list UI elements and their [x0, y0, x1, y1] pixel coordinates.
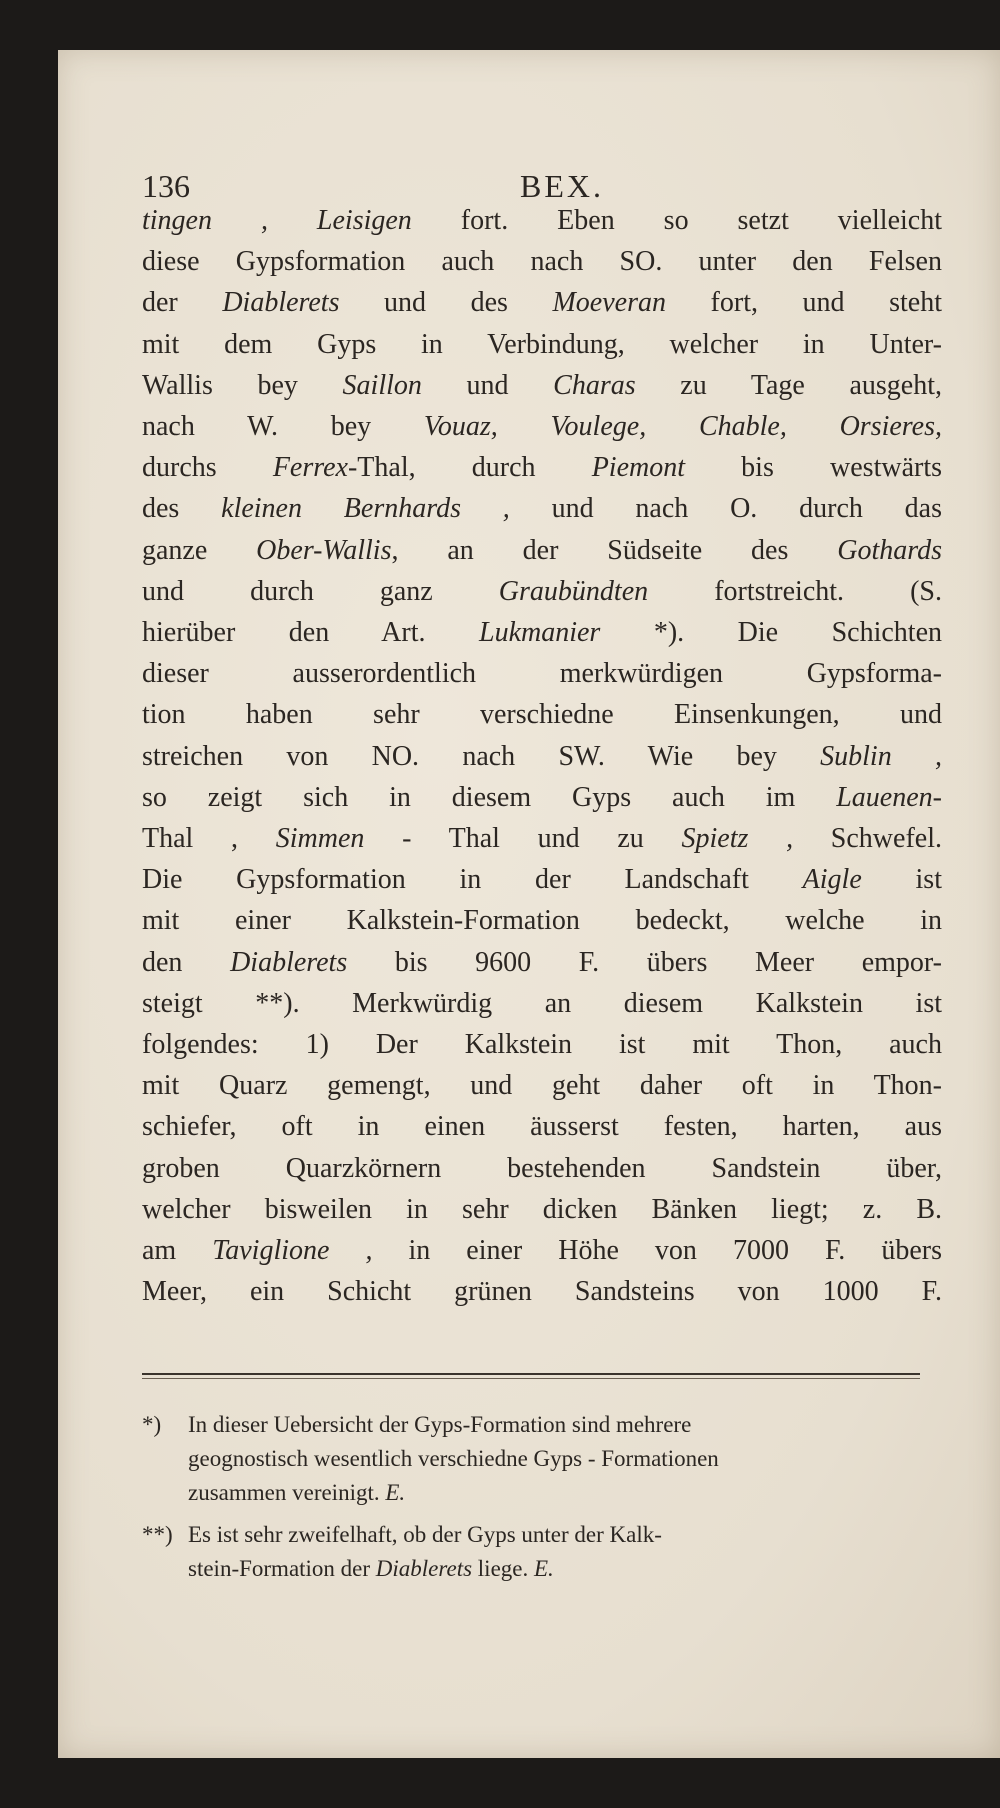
text-segment: ganze: [142, 534, 257, 566]
italic-text: Spietz ,: [681, 823, 794, 855]
text-segment: Die Gypsformation in der Landschaft: [142, 864, 803, 896]
text-segment: steigt **). Merkwürdig an diesem Kalkstein ist: [142, 987, 942, 1019]
text-line: [142, 1065, 942, 1106]
text-line: [142, 282, 942, 323]
text-segment: nach W. bey: [142, 411, 424, 443]
italic-text: Graubündten: [498, 575, 649, 607]
text-segment: liege.: [472, 1556, 534, 1581]
text-segment: und durch ganz: [142, 575, 499, 607]
text-line: [142, 447, 942, 488]
text-segment: zu Tage ausgeht,: [635, 369, 942, 401]
text-line: [142, 530, 942, 571]
text-segment: dieser ausserordentlich merkwürdigen Gypsforma-: [142, 658, 942, 690]
text-segment: *). Die Schichten: [600, 617, 942, 649]
text-segment: - Thal und zu: [364, 823, 682, 855]
text-line: [142, 818, 942, 859]
footnote-line: [142, 1408, 932, 1442]
italic-text: E.: [534, 1556, 554, 1581]
italic-text: Moeveran: [552, 287, 666, 319]
text-segment: der: [142, 287, 223, 319]
text-line: [142, 1106, 942, 1147]
text-line: [142, 694, 942, 735]
text-line: [142, 777, 942, 818]
footnote: [142, 1518, 932, 1586]
text-line: [142, 324, 942, 365]
italic-text: Aigle: [802, 864, 862, 896]
text-line: [142, 900, 942, 941]
text-segment: stein-Formation der: [188, 1556, 376, 1581]
text-segment: und nach O. durch das: [509, 493, 943, 525]
italic-text: Piemont: [591, 452, 686, 484]
text-segment: Meer, ein Schicht grünen Sandsteins von 1000 F.: [142, 1276, 942, 1308]
italic-text: Charas: [553, 369, 636, 401]
italic-text: Lukmanier: [479, 617, 601, 649]
text-line: [142, 365, 942, 406]
text-line: [142, 1148, 942, 1189]
italic-text: Diablerets: [375, 1556, 473, 1581]
italic-text: Lauenen-: [836, 781, 942, 813]
italic-text: Ferrex: [272, 452, 348, 484]
text-segment: bis 9600 F. übers Meer empor-: [347, 946, 942, 978]
italic-text: Diablerets: [230, 946, 348, 978]
text-segment: hierüber den Art.: [142, 617, 479, 649]
text-segment: , an der Südseite des: [391, 534, 838, 566]
text-line: [142, 1024, 942, 1065]
text-segment: groben Quarzkörnern bestehenden Sandstein über,: [142, 1152, 942, 1184]
footnote-rule: [142, 1373, 920, 1375]
text-segment: zusammen vereinigt.: [188, 1480, 386, 1505]
text-segment: diese Gypsformation auch nach SO. unter den Felsen: [142, 246, 942, 278]
text-segment: fort. Eben so setzt vielleicht: [411, 205, 942, 236]
text-segment: geognostisch wesentlich verschiedne Gyps - Formationen: [188, 1446, 719, 1471]
text-segment: mit dem Gyps in Verbindung, welcher in Unter-: [142, 328, 942, 360]
text-segment: Thal ,: [142, 823, 276, 855]
text-segment: ist: [861, 864, 942, 896]
text-segment: durchs: [142, 452, 273, 484]
text-line: [142, 241, 942, 282]
italic-text: E.: [385, 1480, 406, 1505]
text-segment: Schwefel.: [793, 823, 942, 855]
text-segment: den: [142, 946, 231, 978]
text-line: [142, 736, 942, 777]
text-segment: In dieser Uebersicht der Gyps-Formation sind mehrere: [188, 1412, 692, 1437]
text-segment: am: [142, 1235, 213, 1267]
text-segment: -Thal, durch: [347, 452, 592, 484]
italic-text: Simmen: [275, 823, 365, 855]
text-segment: streichen von NO. nach SW. Wie bey: [142, 740, 821, 772]
footnotes: [142, 1408, 932, 1594]
text-segment: und: [421, 369, 554, 401]
running-title: BEX.: [520, 168, 604, 204]
text-line: [142, 406, 942, 447]
text-segment: des: [142, 493, 222, 525]
footnote-marker: *): [142, 1412, 162, 1437]
text-segment: fortstreicht. (S.: [648, 575, 942, 607]
body-text: [142, 200, 942, 1312]
italic-text: Gothards: [837, 534, 942, 566]
text-segment: Es ist sehr zweifelhaft, ob der Gyps unter der Kalk-: [188, 1522, 662, 1547]
text-line: [142, 859, 942, 900]
italic-text: Saillon: [342, 369, 422, 401]
text-segment: bis westwärts: [685, 452, 943, 484]
page-number: 136: [142, 168, 190, 204]
text-segment: tion haben sehr verschiedne Einsenkungen, und: [142, 699, 942, 731]
italic-text: Taviglione ,: [212, 1235, 373, 1267]
footnote-rule-thin: [142, 1378, 920, 1379]
text-segment: schiefer, oft in einen äusserst festen, harten, aus: [142, 1111, 942, 1143]
text-line: [142, 200, 942, 241]
text-line: [142, 1189, 942, 1230]
text-segment: und des: [339, 287, 553, 319]
text-line: [142, 653, 942, 694]
footnote-line: [142, 1552, 932, 1586]
footnote-line: [142, 1442, 932, 1476]
text-segment: Wallis bey: [142, 369, 343, 401]
text-line: [142, 942, 942, 983]
footnote: [142, 1408, 932, 1510]
text-line: [142, 612, 942, 653]
text-segment: in einer Höhe von 7000 F. übers: [372, 1235, 942, 1267]
italic-text: Vouaz, Voulege, Chable, Orsieres,: [423, 411, 942, 443]
text-segment: welcher bisweilen in sehr dicken Bänken liegt; z. B.: [142, 1193, 942, 1225]
text-segment: mit Quarz gemengt, und geht daher oft in Thon-: [142, 1070, 942, 1102]
text-line: [142, 1230, 942, 1271]
text-segment: so zeigt sich in diesem Gyps auch im: [142, 781, 837, 813]
text-line: [142, 488, 942, 529]
italic-text: Diablerets: [222, 287, 340, 319]
italic-text: Sublin ,: [820, 740, 942, 772]
text-segment: fort, und steht: [666, 287, 942, 319]
italic-text: kleinen Bernhards ,: [221, 493, 510, 525]
footnote-marker: **): [142, 1522, 173, 1547]
text-segment: folgendes: 1) Der Kalkstein ist mit Thon, auch: [142, 1029, 942, 1061]
text-segment: mit einer Kalkstein-Formation bedeckt, welche in: [142, 905, 942, 937]
text-line: [142, 571, 942, 612]
text-line: [142, 983, 942, 1024]
italic-text: Ober-Wallis: [256, 534, 392, 566]
italic-text: tingen , Leisigen: [142, 205, 412, 236]
footnote-line: [142, 1476, 932, 1510]
text-line: [142, 1271, 942, 1312]
footnote-line: [142, 1518, 932, 1552]
